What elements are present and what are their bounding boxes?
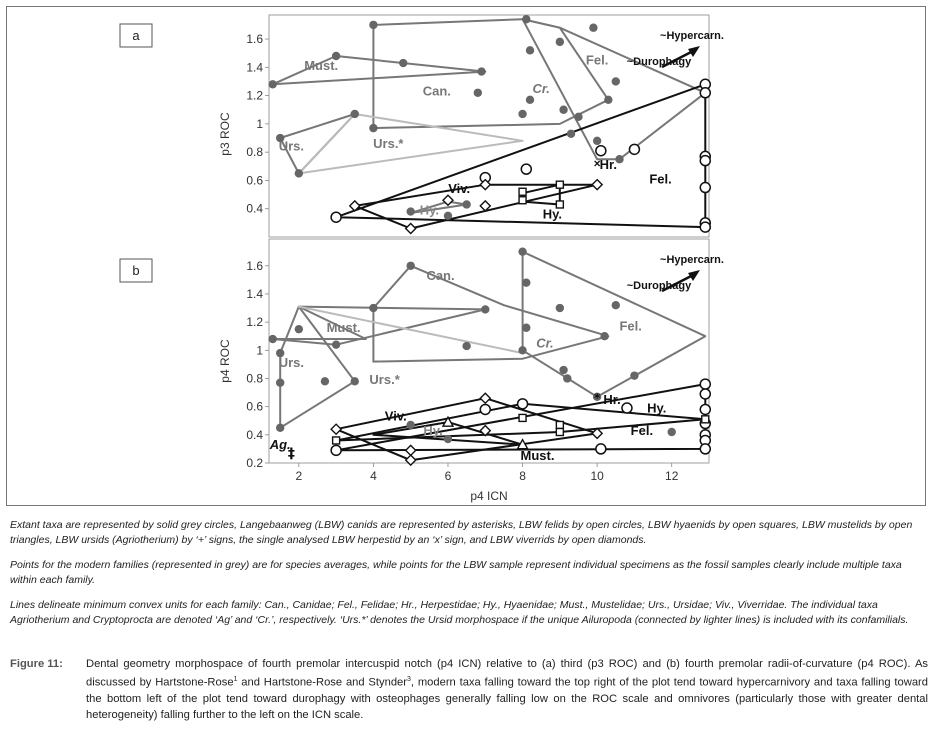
modern-species-point xyxy=(406,421,414,429)
family-label: Hr. xyxy=(599,157,617,173)
lbw-felid-point xyxy=(700,88,710,98)
modern-species-point xyxy=(351,377,359,385)
y-tick-label: 1 xyxy=(256,343,263,358)
family-label: Hy. xyxy=(419,202,439,218)
modern-species-point xyxy=(269,335,277,343)
lbw-felid-point xyxy=(622,403,632,413)
y-axis-label: p4 ROC xyxy=(218,339,232,383)
lbw-canid-point: * xyxy=(593,390,601,405)
modern-species-point xyxy=(556,38,564,46)
family-label: Must. xyxy=(326,319,361,335)
family-label: Viv. xyxy=(448,181,471,197)
family-label: Urs.* xyxy=(373,135,404,151)
y-tick-label: 1.6 xyxy=(246,32,263,47)
lbw-hyaenid-point xyxy=(519,188,526,195)
legend-note-lines: Lines delineate minimum convex units for each family: Can., Canidae; Fel., Felidae; Hr., Herpestidae; Hy., Hyaenidae; Must., Mustelidae; Urs., Ursidae; Viv., Viverridae. The individual taxa Agriotherium and Cryptoprocta are denoted ‘Ag’ and ‘Cr.’, respectively. ‘Urs.*’ denotes the Ursid morphospace if the unique Ailuropoda (connected by lighter lines) is included with its confamilials. xyxy=(10,599,909,626)
y-tick-label: 0.2 xyxy=(246,456,263,470)
lbw-felid-point xyxy=(629,144,639,154)
family-label: Hr. xyxy=(603,391,621,407)
y-tick-label: 1.6 xyxy=(246,258,263,273)
modern-species-point xyxy=(369,304,377,312)
durophagy-annotation: ~Durophagy xyxy=(626,56,692,68)
family-label: Can. xyxy=(426,267,455,283)
lbw-hyaenid-point xyxy=(556,429,563,436)
lbw-felid-point xyxy=(700,156,710,166)
modern-species-point xyxy=(612,77,620,85)
family-label: Can. xyxy=(422,83,451,99)
lbw-felid-point xyxy=(480,404,490,414)
durophagy-annotation: ~Durophagy xyxy=(626,280,692,292)
y-tick-label: 1.4 xyxy=(246,286,263,301)
panel-label: a xyxy=(132,28,140,43)
modern-species-point xyxy=(559,106,567,114)
modern-species-point xyxy=(269,80,277,88)
modern-species-point xyxy=(559,366,567,374)
modern-species-point xyxy=(604,96,612,104)
lbw-felid-point xyxy=(700,444,710,454)
x-tick-label: 10 xyxy=(590,469,604,483)
modern-species-point xyxy=(518,247,526,255)
family-label: Viv. xyxy=(384,408,407,424)
lbw-felid-point xyxy=(518,399,528,409)
family-label: Fel. xyxy=(649,171,672,187)
lbw-hyaenid-point xyxy=(702,416,709,423)
y-axis-label: p3 ROC xyxy=(218,112,232,156)
modern-species-point xyxy=(295,325,303,333)
modern-species-point xyxy=(406,262,414,270)
lbw-hyaenid-point xyxy=(556,421,563,428)
lbw-felid-point xyxy=(331,445,341,455)
modern-species-point xyxy=(332,340,340,348)
lbw-felid-point xyxy=(700,389,710,399)
modern-species-point xyxy=(522,278,530,286)
modern-species-point xyxy=(406,207,414,215)
figure-frame xyxy=(6,6,926,506)
x-tick-label: 12 xyxy=(665,469,679,483)
lbw-felid-point xyxy=(331,212,341,222)
family-label: Fel. xyxy=(630,422,654,438)
family-label: Urs. xyxy=(278,355,305,371)
modern-species-point xyxy=(321,377,329,385)
modern-species-point xyxy=(399,59,407,67)
lbw-felid-point xyxy=(596,444,606,454)
modern-species-point xyxy=(522,324,530,332)
lbw-hyaenid-point xyxy=(333,437,340,444)
y-tick-label: 0.4 xyxy=(246,201,263,216)
family-label: Cr. xyxy=(536,335,554,351)
modern-species-point xyxy=(518,110,526,118)
family-label: Ag. xyxy=(269,436,291,452)
modern-species-point xyxy=(444,435,452,443)
modern-species-point xyxy=(589,24,597,32)
lbw-herpestid-point: × xyxy=(593,156,601,171)
figure-plot xyxy=(7,7,927,507)
modern-species-point xyxy=(526,46,534,54)
modern-species-point xyxy=(481,305,489,313)
modern-species-point xyxy=(630,371,638,379)
modern-species-point xyxy=(593,137,601,145)
modern-species-point xyxy=(563,374,571,382)
panel-a-plot xyxy=(120,15,724,237)
family-label: Urs.* xyxy=(369,372,400,388)
family-label: Hy. xyxy=(542,206,563,222)
family-label: Fel. xyxy=(585,52,609,68)
x-tick-label: 6 xyxy=(444,469,452,483)
modern-species-point xyxy=(369,21,377,29)
caption-ref-3: 3 xyxy=(407,676,411,683)
modern-species-point xyxy=(474,89,482,97)
lbw-felid-point xyxy=(521,164,531,174)
lbw-hyaenid-point xyxy=(519,414,526,421)
y-tick-label: 1.4 xyxy=(246,60,263,75)
lbw-hyaenid-point xyxy=(556,181,563,188)
modern-species-point xyxy=(600,332,608,340)
panel-b-plot xyxy=(120,239,724,503)
modern-species-point xyxy=(518,346,526,354)
hypercarnivory-annotation: ~Hypercarn. xyxy=(660,30,724,42)
modern-species-point xyxy=(295,169,303,177)
modern-species-point xyxy=(526,96,534,104)
x-tick-label: 8 xyxy=(519,469,526,483)
y-tick-label: 0.6 xyxy=(246,173,263,188)
lbw-felid-point xyxy=(700,404,710,414)
lbw-hyaenid-point xyxy=(519,197,526,204)
y-tick-label: 0.8 xyxy=(246,371,263,386)
family-label: Hy. xyxy=(647,400,667,416)
modern-species-point xyxy=(567,130,575,138)
family-label: Cr. xyxy=(532,80,550,96)
modern-species-point xyxy=(369,124,377,132)
family-label: Must. xyxy=(304,58,339,74)
panel-label: b xyxy=(132,263,140,278)
lbw-felid-point xyxy=(700,183,710,193)
modern-species-point xyxy=(462,200,470,208)
modern-species-point xyxy=(574,113,582,121)
family-label: Fel. xyxy=(619,318,642,334)
y-tick-label: 0.4 xyxy=(246,427,263,442)
modern-species-point xyxy=(462,342,470,350)
x-tick-label: 2 xyxy=(295,469,303,483)
modern-species-point xyxy=(522,15,530,23)
y-tick-label: 0.6 xyxy=(246,399,263,414)
modern-species-point xyxy=(276,378,284,386)
y-tick-label: 1.2 xyxy=(246,315,263,330)
modern-species-point xyxy=(556,304,564,312)
modern-species-point xyxy=(444,212,452,220)
modern-species-point xyxy=(477,67,485,75)
y-tick-label: 1 xyxy=(256,116,263,131)
modern-species-point xyxy=(276,424,284,432)
lbw-felid-point xyxy=(596,146,606,156)
family-label: Hy. xyxy=(423,422,443,438)
caption-text-part-3: , modern taxa falling toward the top right of the plot tend toward hypercarnivory and taxa falling toward the bottom left of the plot tend toward durophagy with osteophages generally falling low on the ROC scale and omnivores (particularly those with greater dental heterogeneity) falling further to the left on the ICN scale. xyxy=(86,676,928,721)
family-label: Must. xyxy=(520,448,555,464)
x-axis-label: p4 ICN xyxy=(470,489,508,503)
caption-text-part-1: Dental geometry morphospace of fourth premolar intercuspid notch (p4 ICN) relative to (a) third (p3 ROC) and (b) fourth premolar radii-of-curvature (p4 ROC). As discussed by Hartstone-Rose xyxy=(86,658,928,689)
family-label: Urs. xyxy=(278,138,305,154)
caption-label: Figure 11: xyxy=(10,658,63,670)
hypercarnivory-annotation: ~Hypercarn. xyxy=(660,254,724,266)
legend-note-points: Points for the modern families (represented in grey) are for species averages, while points for the LBW sample represent individual specimens as the fossil samples clearly include multiple taxa within each family. xyxy=(10,559,902,586)
modern-species-point xyxy=(668,428,676,436)
y-tick-label: 0.8 xyxy=(246,145,263,160)
caption-text-part-2: and Hartstone-Rose and Stynder xyxy=(237,676,407,689)
modern-species-point xyxy=(612,301,620,309)
legend-note-markers: Extant taxa are represented by solid grey circles, Langebaanweg (LBW) canids are represented by asterisks, LBW felids by open circles, LBW hyaenids by open squares, LBW mustelids by open triangles, LBW ursids (Agriotherium) by ‘+’ signs, the single analysed LBW herpestid by an ‘x’ sign, and LBW viverrids by open diamonds. xyxy=(10,519,913,546)
caption-text xyxy=(86,656,928,723)
lbw-felid-point xyxy=(700,379,710,389)
modern-species-point xyxy=(351,110,359,118)
caption-ref-1: 1 xyxy=(233,676,238,683)
lbw-ursid-point: ‡ xyxy=(287,446,295,463)
y-tick-label: 1.2 xyxy=(246,88,263,103)
x-tick-label: 4 xyxy=(370,469,377,483)
lbw-felid-point xyxy=(700,222,710,232)
